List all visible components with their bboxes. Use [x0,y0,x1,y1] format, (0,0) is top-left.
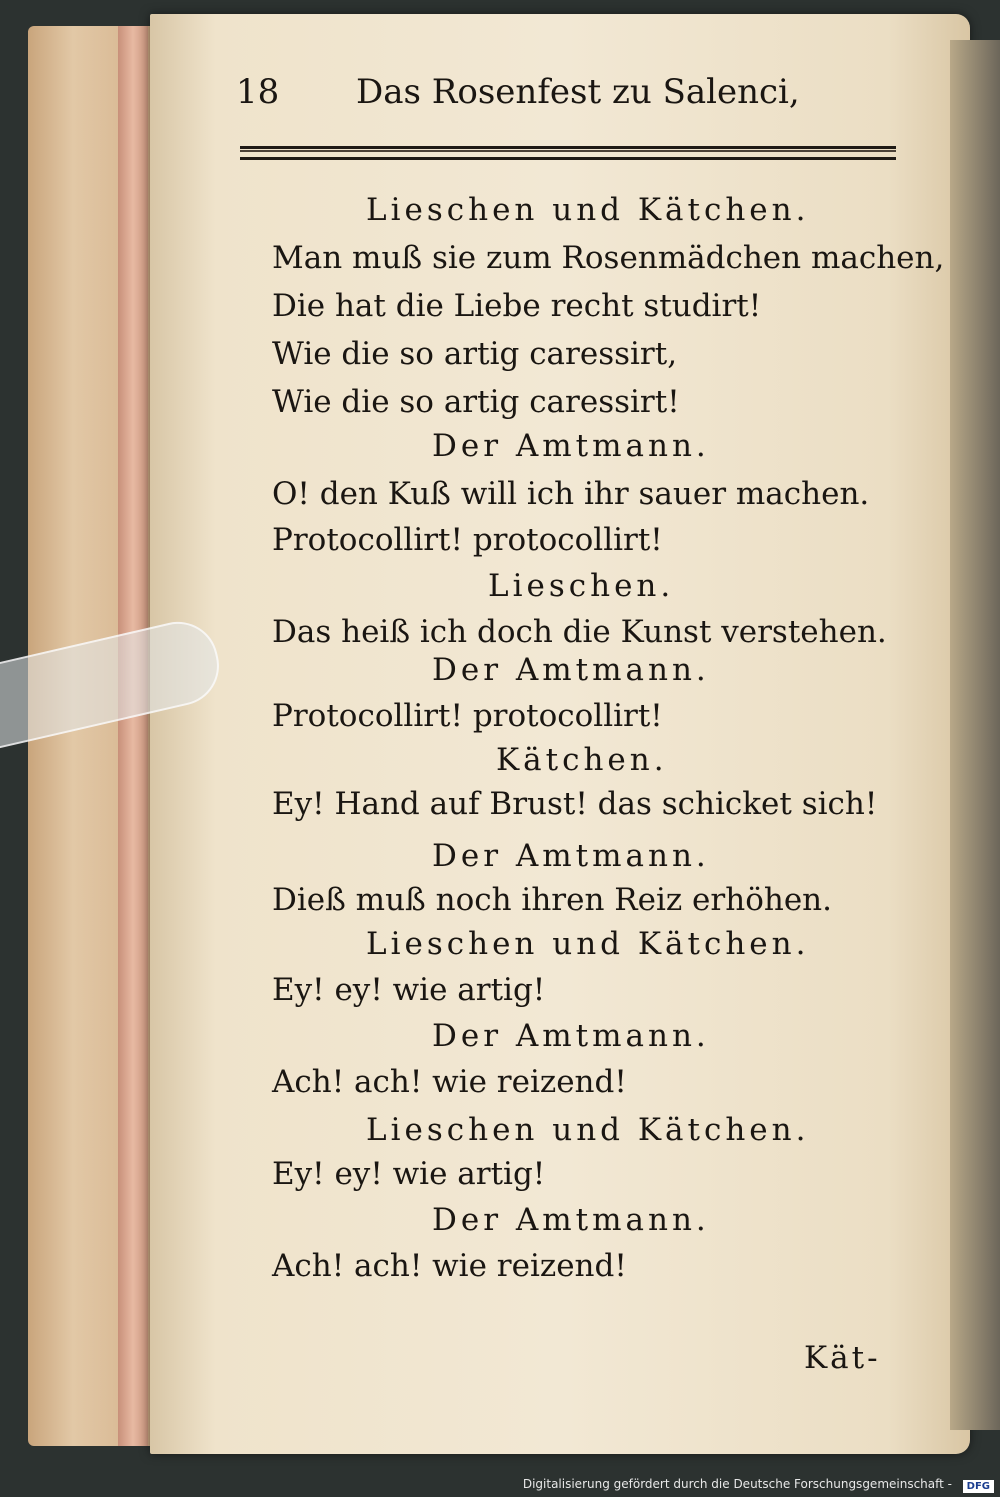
catchword: Kät- [804,1340,881,1376]
red-page-edge [118,26,148,1446]
verse-line: Protocollirt! protocollirt! [272,698,663,734]
header-rule [240,146,896,160]
page-number: 18 [236,72,280,112]
verse-line: Protocollirt! protocollirt! [272,522,663,558]
right-page-edge [950,40,1000,1430]
speaker-heading: Der Amtmann. [432,1202,710,1238]
speaker-heading: Der Amtmann. [432,1018,710,1054]
book-page [150,14,970,1454]
verse-line: Ach! ach! wie reizend! [272,1064,627,1100]
digitization-credit: Digitalisierung gefördert durch die Deutsche Forschungsgemeinschaft - [522,1477,952,1491]
speaker-heading: Kätchen. [496,742,668,778]
verse-line: Das heiß ich doch die Kunst verstehen. [272,614,887,650]
speaker-heading: Der Amtmann. [432,428,710,464]
verse-line: Dieß muß noch ihren Reiz erhöhen. [272,882,832,918]
verse-line: Ach! ach! wie reizend! [272,1248,627,1284]
speaker-heading: Lieschen. [488,568,675,604]
dfg-logo: DFG [963,1480,994,1493]
verse-line: Ey! ey! wie artig! [272,972,546,1008]
running-head: Das Rosenfest zu Salenci, [356,72,800,112]
verse-line: Wie die so artig caressirt, [272,336,678,372]
speaker-heading: Der Amtmann. [432,838,710,874]
speaker-heading: Der Amtmann. [432,652,710,688]
speaker-heading: Lieschen und Kätchen. [366,192,810,228]
verse-line: Ey! Hand auf Brust! das schicket sich! [272,786,878,822]
verse-line: Wie die so artig caressirt! [272,384,680,420]
speaker-heading: Lieschen und Kätchen. [366,1112,810,1148]
speaker-heading: Lieschen und Kätchen. [366,926,810,962]
verse-line: Die hat die Liebe recht studirt! [272,288,762,324]
verse-line: Man muß sie zum Rosenmädchen machen, [272,240,945,276]
verse-line: Ey! ey! wie artig! [272,1156,546,1192]
verse-line: O! den Kuß will ich ihr sauer machen. [272,476,870,512]
